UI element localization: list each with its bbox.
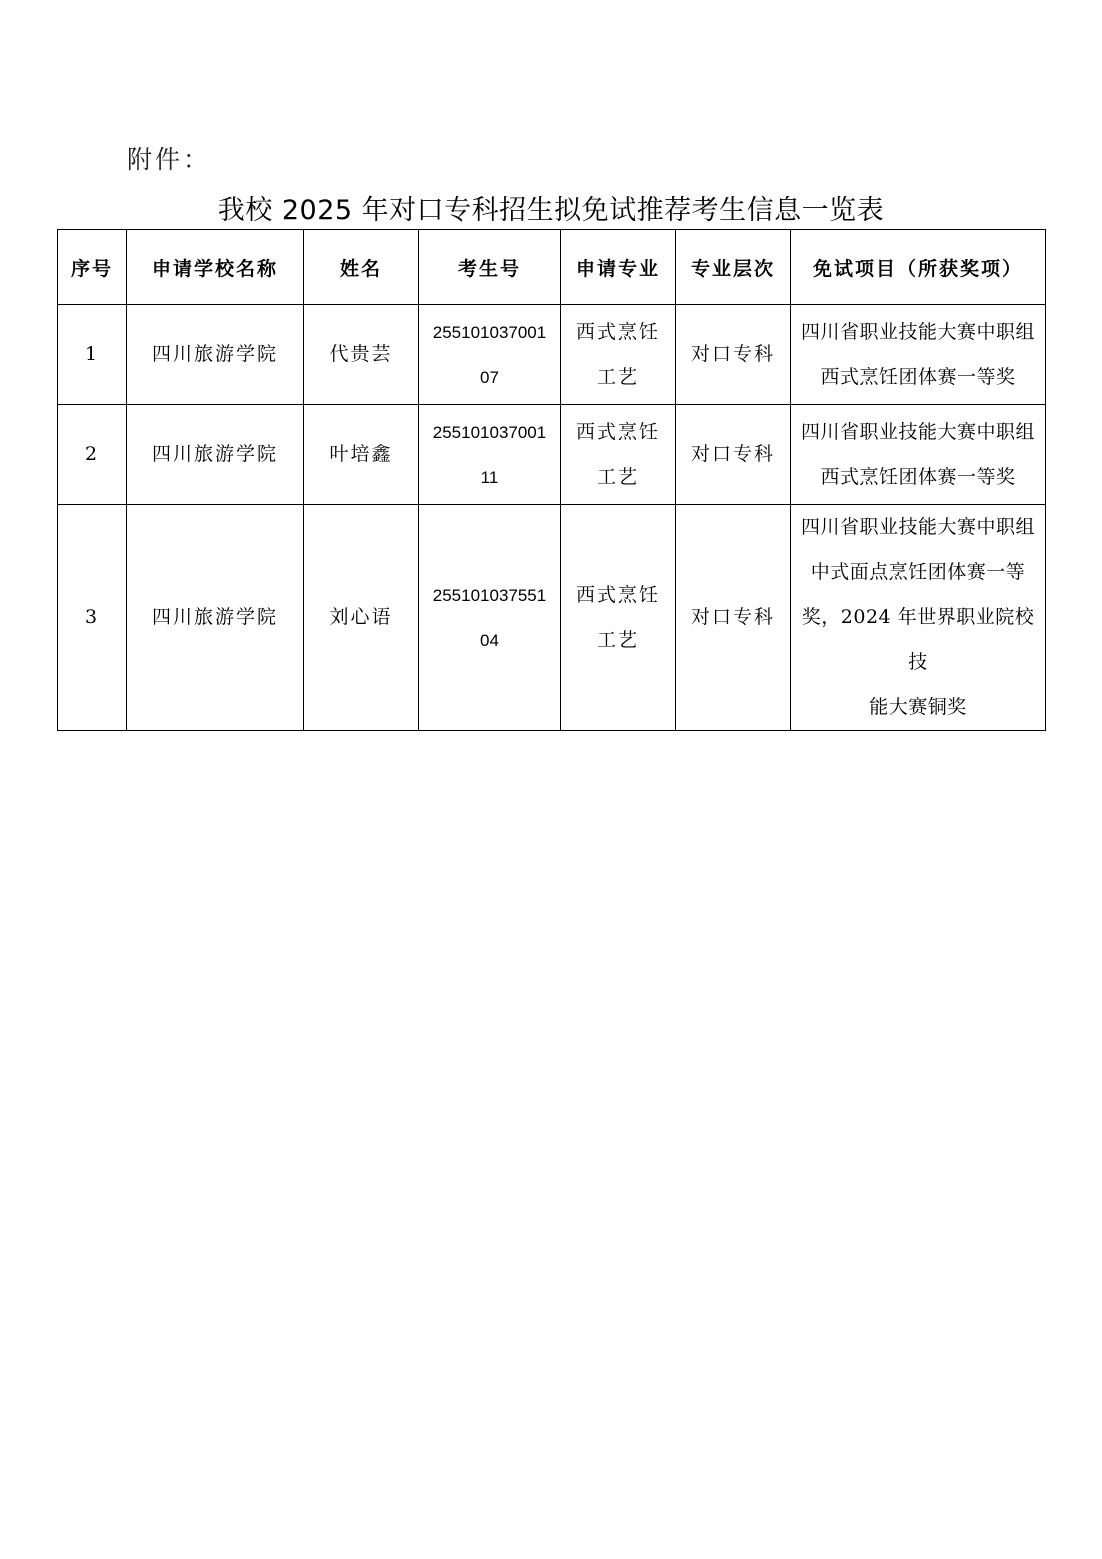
- award-line: 四川省职业技能大赛中职组: [800, 420, 1035, 443]
- major-line: 西式烹饪: [575, 320, 660, 343]
- exam-id-line: 255101037551: [432, 585, 547, 605]
- table-header-row: [58, 230, 1046, 305]
- table-row: [58, 405, 1046, 505]
- exam-id-line: 255101037001: [432, 322, 547, 342]
- header-award: 免试项目（所获奖项）: [791, 230, 1046, 305]
- header-major: 申请专业: [561, 230, 676, 305]
- major-line: 西式烹饪: [575, 583, 660, 606]
- exam-id-line: 07: [480, 367, 499, 387]
- header-seq: 序号: [58, 230, 127, 305]
- award-line: 奖，2024 年世界职业院校技: [801, 606, 1035, 673]
- cell-seq: 2: [58, 405, 127, 505]
- cell-exam-id: [419, 405, 561, 505]
- table-row: [58, 305, 1046, 405]
- cell-major: [561, 305, 676, 405]
- table-row: [58, 505, 1046, 731]
- award-line: 西式烹饪团体赛一等奖: [820, 365, 1016, 388]
- exam-id-line: 11: [480, 467, 499, 487]
- header-school: 申请学校名称: [127, 230, 304, 305]
- cell-exam-id: [419, 505, 561, 731]
- cell-level: 对口专科: [676, 505, 791, 731]
- cell-school: 四川旅游学院: [127, 305, 304, 405]
- header-name: 姓名: [304, 230, 419, 305]
- header-exam-id: 考生号: [419, 230, 561, 305]
- exam-id-line: 255101037001: [432, 422, 547, 442]
- cell-exam-id: [419, 305, 561, 405]
- cell-name: 刘心语: [304, 505, 419, 731]
- cell-award: [791, 505, 1046, 731]
- award-line: 四川省职业技能大赛中职组: [800, 516, 1035, 538]
- cell-seq: 1: [58, 305, 127, 405]
- exam-id-line: 04: [480, 630, 499, 650]
- cell-major: [561, 505, 676, 731]
- award-line: 能大赛铜奖: [869, 696, 967, 718]
- cell-name: 叶培鑫: [304, 405, 419, 505]
- award-line: 西式烹饪团体赛一等奖: [820, 465, 1016, 488]
- major-line: 工艺: [596, 465, 639, 488]
- major-line: 西式烹饪: [575, 420, 660, 443]
- cell-seq: 3: [58, 505, 127, 731]
- cell-award: [791, 405, 1046, 505]
- cell-school: 四川旅游学院: [127, 505, 304, 731]
- header-level: 专业层次: [676, 230, 791, 305]
- cell-award: [791, 305, 1046, 405]
- cell-level: 对口专科: [676, 405, 791, 505]
- candidate-table: [57, 229, 1046, 731]
- major-line: 工艺: [596, 365, 639, 388]
- cell-name: 代贵芸: [304, 305, 419, 405]
- cell-school: 四川旅游学院: [127, 405, 304, 505]
- award-line: 四川省职业技能大赛中职组: [800, 320, 1035, 343]
- award-line: 中式面点烹饪团体赛一等: [810, 561, 1026, 583]
- major-line: 工艺: [596, 628, 639, 651]
- attachment-label: 附件：: [127, 145, 212, 174]
- cell-major: [561, 405, 676, 505]
- document-title: 我校 2025 年对口专科招生拟免试推荐考生信息一览表: [217, 195, 885, 226]
- cell-level: 对口专科: [676, 305, 791, 405]
